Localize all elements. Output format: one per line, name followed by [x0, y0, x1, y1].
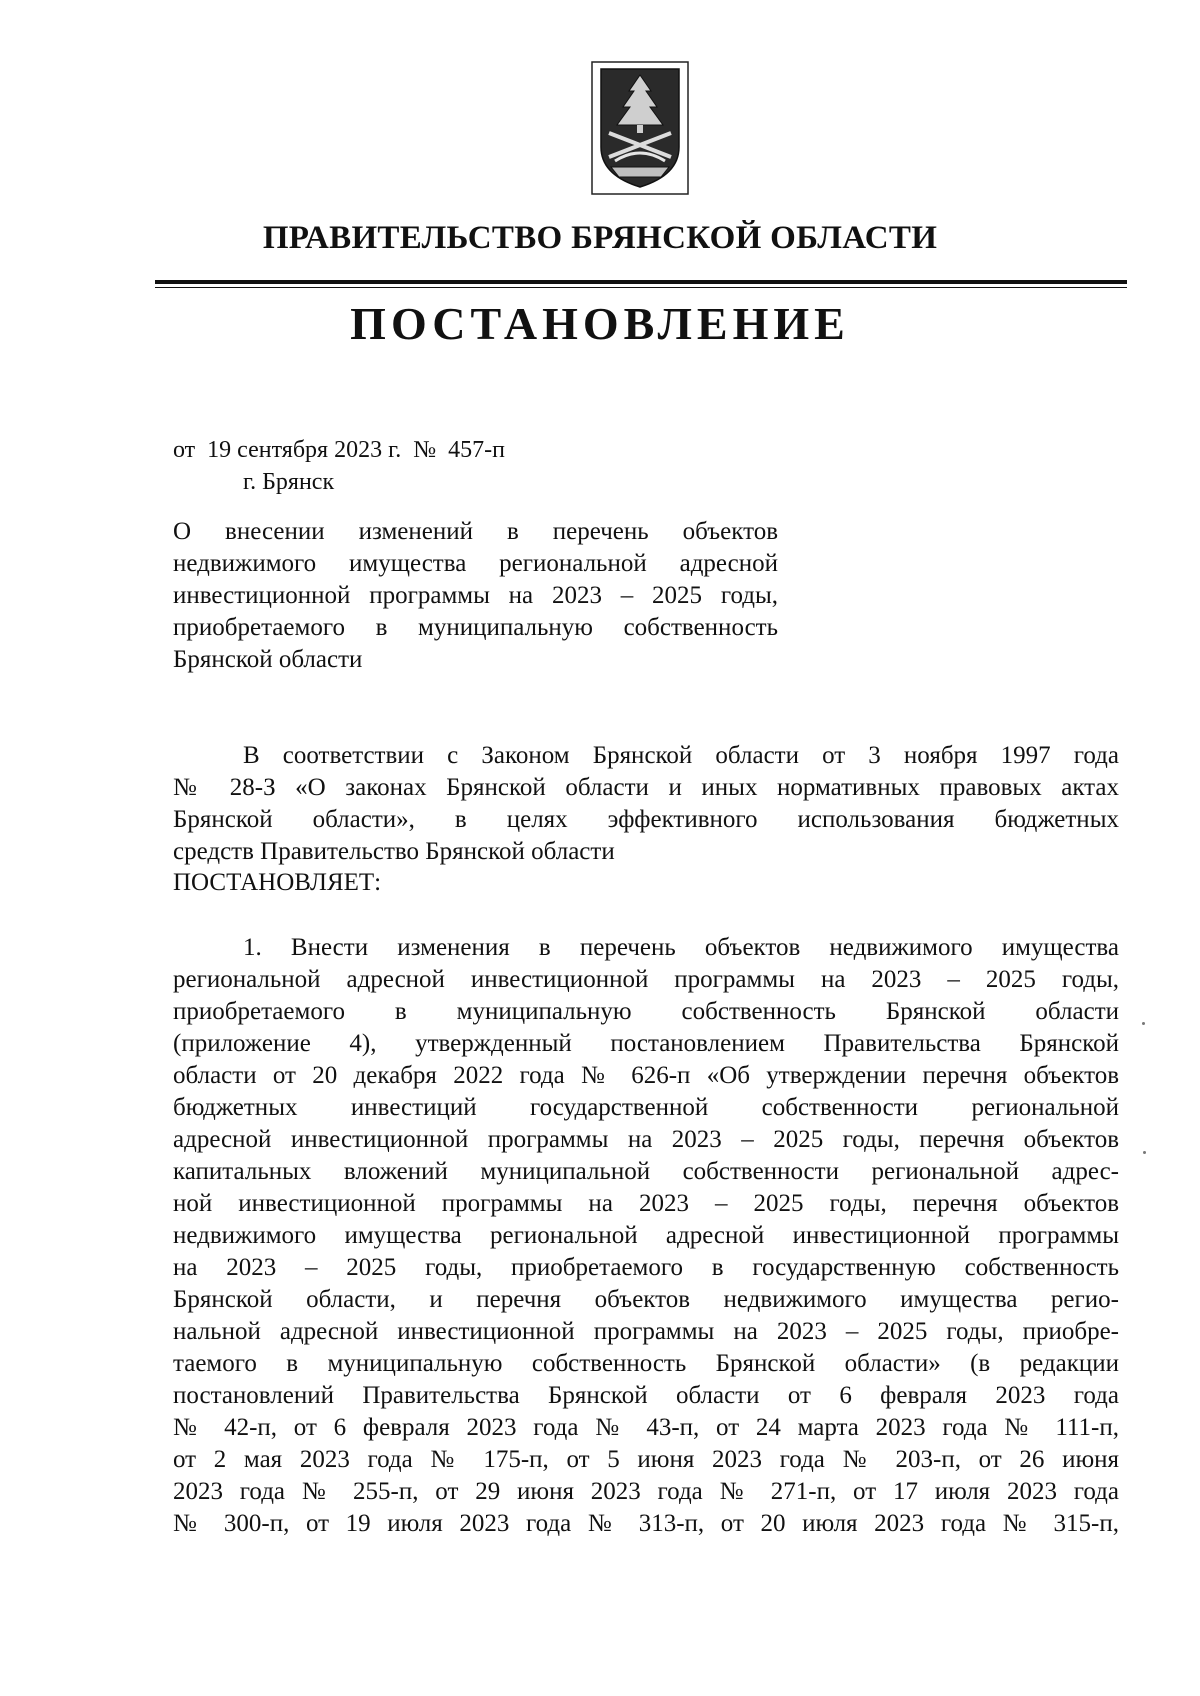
paragraph-line: адресной инвестиционной программы на 2023 – 2025 годы, перечня объектов: [173, 1126, 1119, 1153]
scan-speck: [1142, 1022, 1145, 1025]
header-rule-thick: [155, 280, 1127, 284]
paragraph-line: региональной адресной инвестиционной программы на 2023 – 2025 годы,: [173, 966, 1119, 993]
paragraph-line: 2023 года № 255-п, от 29 июня 2023 года № 271-п, от 17 июля 2023 года: [173, 1478, 1119, 1505]
header-rule-thin: [155, 287, 1127, 288]
paragraph-line: средств Правительство Брянской области: [173, 838, 615, 865]
document-subject: [173, 516, 778, 676]
city: г. Брянск: [243, 469, 335, 495]
paragraph-line: № 28-З «О законах Брянской области и иных нормативных правовых актах: [173, 774, 1119, 801]
paragraph-line: таемого в муниципальную собственность Брянской области» (в редакции: [173, 1350, 1119, 1377]
paragraph-line: № 42-п, от 6 февраля 2023 года № 43-п, от 24 марта 2023 года № 111-п,: [173, 1414, 1119, 1441]
paragraph-line: капитальных вложений муниципальной собственности региональной адрес-: [173, 1158, 1119, 1185]
paragraph-line: Брянской области», в целях эффективного использования бюджетных: [173, 806, 1119, 833]
paragraph-line: приобретаемого в муниципальную собственность Брянской области: [173, 998, 1119, 1025]
subject-line: Брянской области: [173, 646, 363, 673]
paragraph-line: 1. Внести изменения в перечень объектов недвижимого имущества: [243, 934, 1119, 961]
scan-speck: [1143, 1151, 1146, 1154]
paragraph-line: В соответствии с Законом Брянской области от 3 ноября 1997 года: [243, 742, 1119, 769]
preamble-paragraph: [173, 740, 1119, 868]
paragraph-line: бюджетных инвестиций государственной собственности региональной: [173, 1094, 1119, 1121]
paragraph-line: (приложение 4), утвержденный постановлением Правительства Брянской: [173, 1030, 1119, 1057]
subject-line: инвестиционной программы на 2023 – 2025 годы,: [173, 582, 778, 609]
paragraph-line: постановлений Правительства Брянской области от 6 февраля 2023 года: [173, 1382, 1119, 1409]
date-and-number: от 19 сентября 2023 г. № 457-п: [173, 437, 505, 463]
subject-line: О внесении изменений в перечень объектов: [173, 518, 778, 545]
paragraph-line: Брянской области, и перечня объектов недвижимого имущества регио-: [173, 1286, 1119, 1313]
subject-line: приобретаемого в муниципальную собственность: [173, 614, 778, 641]
decree-word: ПОСТАНОВЛЯЕТ:: [173, 869, 382, 896]
paragraph-line: на 2023 – 2025 годы, приобретаемого в государственную собственность: [173, 1254, 1119, 1281]
paragraph-line: нальной адресной инвестиционной программы на 2023 – 2025 годы, приобре-: [173, 1318, 1119, 1345]
coat-of-arms-icon: [591, 61, 689, 195]
paragraph-line: № 300-п, от 19 июля 2023 года № 313-п, от 20 июля 2023 года № 315-п,: [173, 1510, 1119, 1537]
paragraph-line: области от 20 декабря 2022 года № 626-п «Об утверждении перечня объектов: [173, 1062, 1119, 1089]
subject-line: недвижимого имущества региональной адресной: [173, 550, 778, 577]
item-1-paragraph: [173, 932, 1119, 1540]
paragraph-line: ной инвестиционной программы на 2023 – 2025 годы, перечня объектов: [173, 1190, 1119, 1217]
document-type-title: ПОСТАНОВЛЕНИЕ: [350, 298, 850, 349]
organization-title: ПРАВИТЕЛЬСТВО БРЯНСКОЙ ОБЛАСТИ: [262, 220, 938, 256]
paragraph-line: недвижимого имущества региональной адресной инвестиционной программы: [173, 1222, 1119, 1249]
paragraph-line: от 2 мая 2023 года № 175-п, от 5 июня 2023 года № 203-п, от 26 июня: [173, 1446, 1119, 1473]
